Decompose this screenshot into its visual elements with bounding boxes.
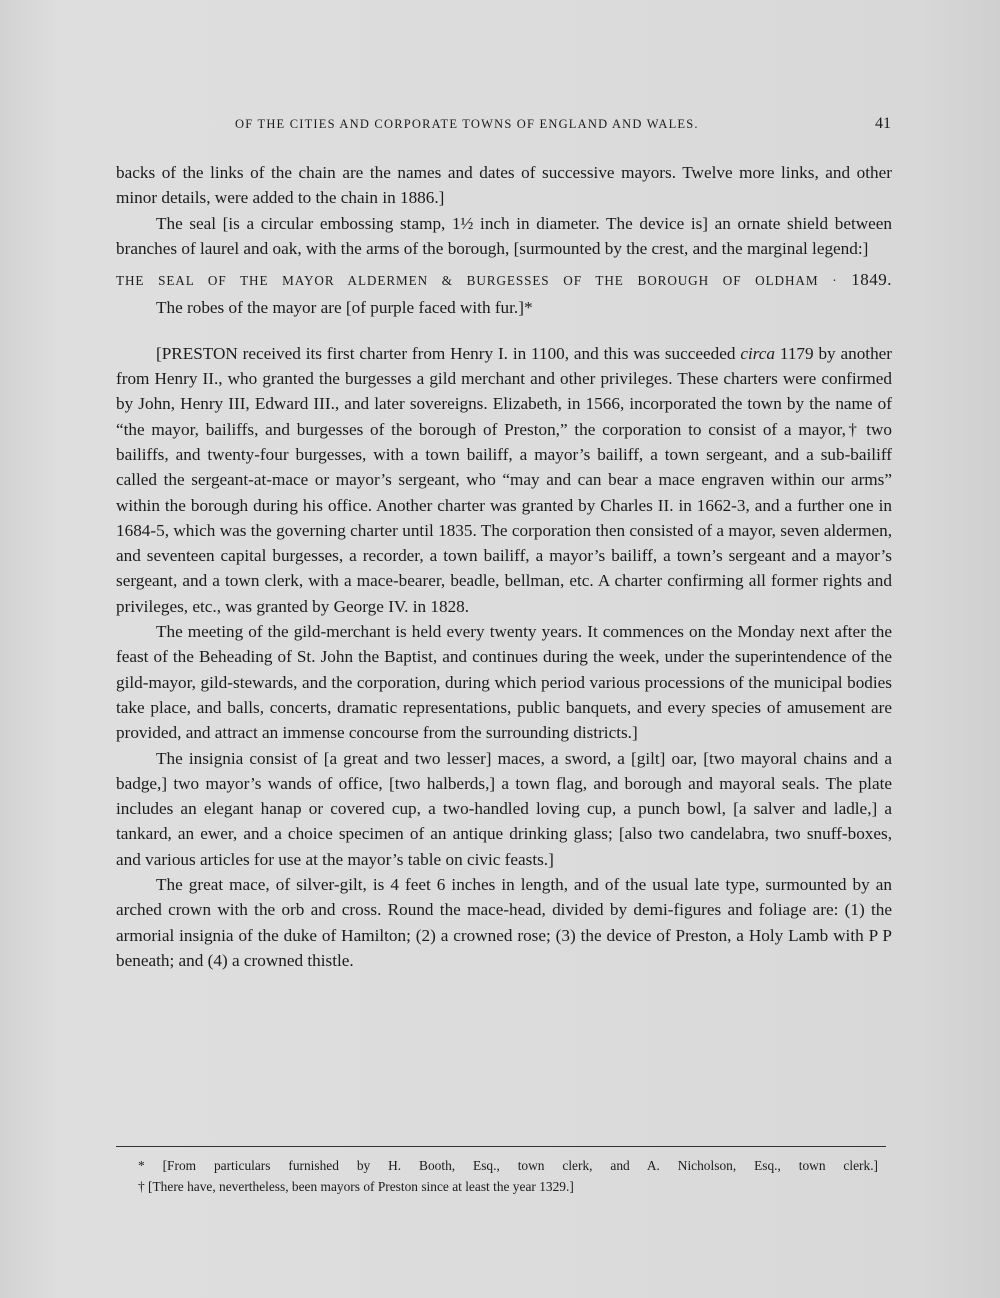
preston-mace-paragraph: The great mace, of silver-gilt, is 4 feet 6 inches in length, and of the usual late type, surmounted by an arched crown with the orb and cross. Round the mace-head, divided by demi-figures and foliage are: (1) the armorial insignia of the duke of Hamilton; (2) a crowned rose; (3) the device of Preston, a Holy Lamb with P P beneath; and (4) a crowned thistle. <box>116 875 892 970</box>
preston-insignia-paragraph: The insignia consist of [a great and two lesser] maces, a sword, a [gilt] oar, [two mayoral chains and a badge,] two mayor’s wands of office, [two halberds,] a town flag, and borough and mayoral seals. The plate includes an elegant hanap or covered cup, a two-handled loving cup, a punch bowl, [a salver and ladle,] a tankard, an ewer, and a choice specimen of an antique drinking glass; [also two candelabra, two snuff-boxes, and various articles for use at the mayor’s table on civic feasts.] <box>116 748 892 869</box>
seal-legend-text: THE SEAL OF THE MAYOR ALDERMEN & BURGESSES OF THE BOROUGH OF OLDHAM · <box>116 273 838 289</box>
preston-charter-start: [PRESTON received its first charter from Henry I. in 1100, and this was succeeded <box>156 343 736 363</box>
body-text <box>116 160 892 973</box>
running-head <box>115 117 893 137</box>
oldham-chain-paragraph: backs of the links of the chain are the names and dates of successive mayors. Twelve more links, and other minor details, were added to the chain in 1886.] <box>116 163 892 208</box>
preston-charter-rest: 1179 by another from Henry II., who granted the burgesses a gild merchant and other privileges. These charters were confirmed by John, Henry III, Edward III., and later sovereigns. Elizabeth, in 1566, incorporated the town by the name of “the mayor, bailiffs, and burgesses of the borough of Preston,” the corporation to consist of a mayor,† two bailiffs, and twenty-four burgesses, with a town bailiff, a mayor’s bailiff, a town sergeant, and a sub-bailiff called the sergeant-at-mace or mayor’s sergeant, who “may and can bear a mace engraven within our arms” within the borough during his office. Another charter was granted by Charles II. in 1662-3, and a further one in 1684-5, which was the governing charter until 1835. The corporation then consisted of a mayor, seven aldermen, and seventeen capital burgesses, a recorder, a town bailiff, a mayor’s bailiff, a town’s sergeant and a mayor’s sergeant, and a town clerk, with a mace-bearer, beadle, bellman, etc. A charter confirming all former rights and privileges, etc., was granted by George IV. in 1828. <box>116 343 893 616</box>
footnote-asterisk: * [From particulars furnished by H. Booth, Esq., town clerk, and A. Nicholson, Esq., town clerk.] <box>138 1158 878 1173</box>
footnote-dagger: † [There have, nevertheless, been mayors of Preston since at least the year 1329.] <box>138 1179 574 1194</box>
footnote-divider <box>116 1146 886 1147</box>
oldham-seal-paragraph: The seal [is a circular embossing stamp, 1½ inch in diameter. The device is] an ornate shield between branches of laurel and oak, with the arms of the borough, [surmounted by the crest, and the marginal legend:] <box>116 213 892 258</box>
preston-gild-paragraph: The meeting of the gild-merchant is held every twenty years. It commences on the Monday next after the feast of the Beheading of St. John the Baptist, and continues during the week, under the superintendence of the gild-mayor, gild-stewards, and the corporation, during which period various processions of the municipal bodies take place, and balls, concerts, dramatic representations, public banquets, and every species of amusement are provided, and attract an immense concourse from the surrounding districts.] <box>116 622 892 743</box>
footnotes <box>138 1155 878 1197</box>
running-head-title: OF THE CITIES AND CORPORATE TOWNS OF ENGLAND AND WALES. <box>235 117 699 131</box>
preston-charter-paragraph <box>116 341 892 619</box>
oldham-robes-paragraph: The robes of the mayor are [of purple faced with fur.]* <box>156 298 533 318</box>
seal-legend-year: 1849. <box>851 270 892 290</box>
section-gap <box>116 321 892 341</box>
seal-legend <box>116 267 892 293</box>
preston-charter-circa: circa <box>740 343 775 363</box>
page-number: 41 <box>875 115 891 132</box>
